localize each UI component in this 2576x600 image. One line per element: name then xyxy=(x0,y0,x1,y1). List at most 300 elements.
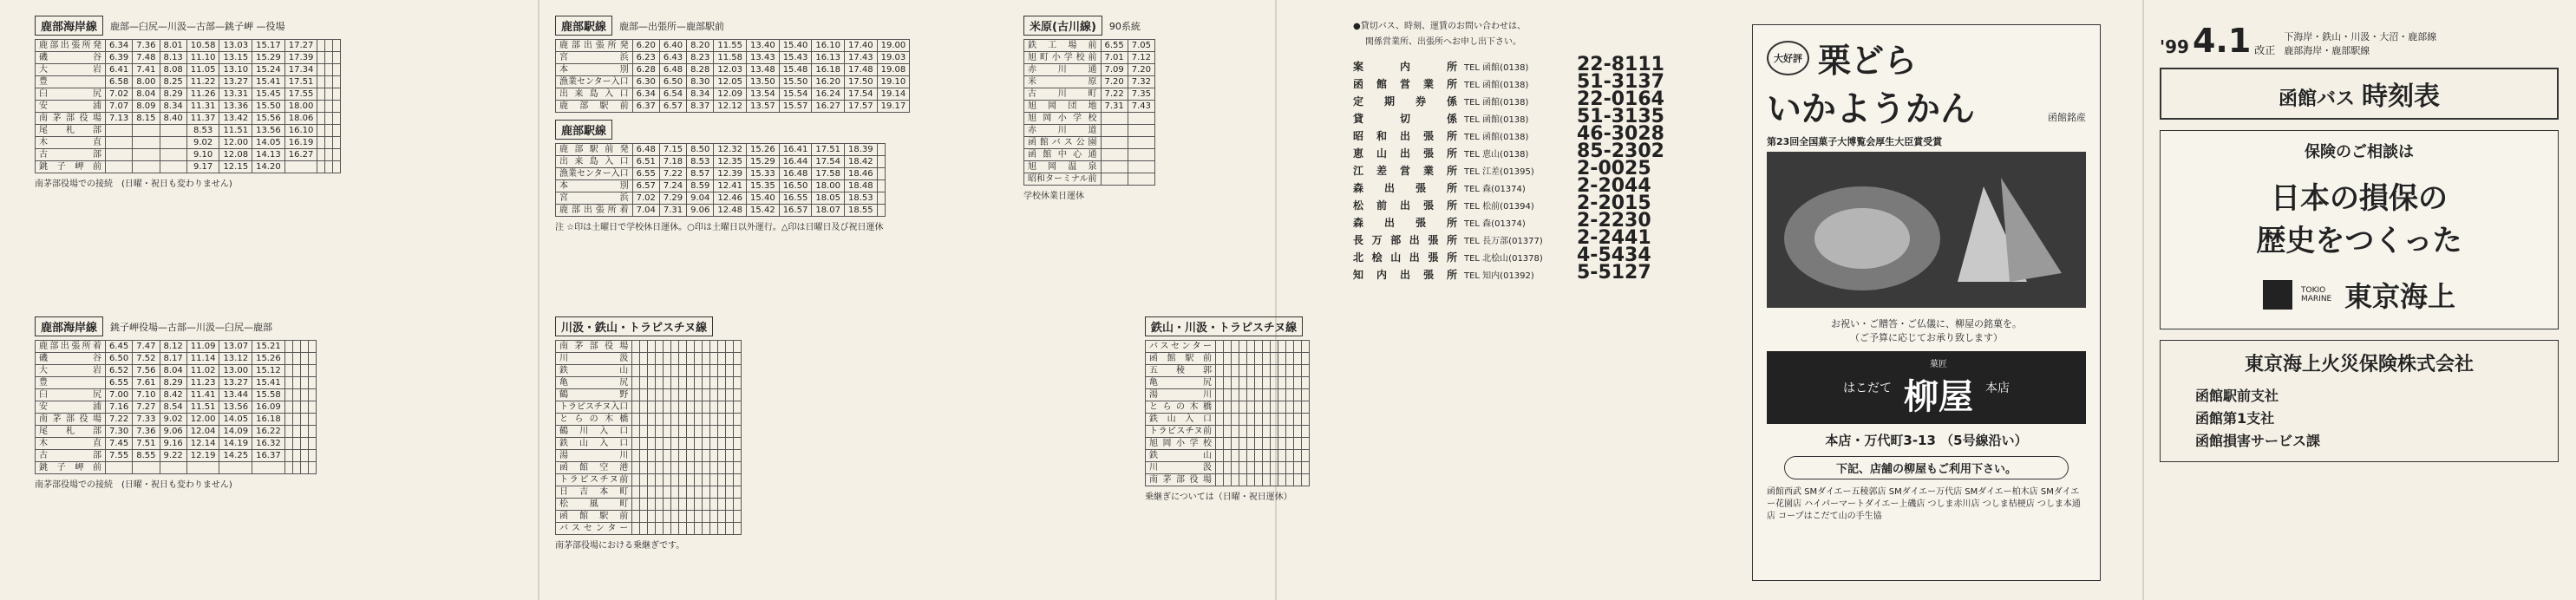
time-cell xyxy=(687,438,695,450)
time-cell xyxy=(734,523,742,535)
time-cell xyxy=(292,450,300,462)
phone-number: 2-2015 xyxy=(1577,192,1651,214)
panel-kabe-station xyxy=(555,16,1006,232)
route-title: 鹿部海岸線 xyxy=(35,316,103,336)
table-row xyxy=(36,377,317,389)
time-cell xyxy=(317,137,325,149)
time-cell: 17.58 xyxy=(812,168,845,180)
time-cell: 7.15 xyxy=(659,144,686,156)
time-cell xyxy=(325,88,333,101)
time-cell xyxy=(679,474,687,486)
time-cell: 7.33 xyxy=(133,414,160,426)
time-cell xyxy=(1101,149,1128,161)
time-cell xyxy=(718,426,726,438)
time-cell xyxy=(877,205,885,217)
time-cell: 11.41 xyxy=(186,389,219,401)
time-cell: 6.57 xyxy=(659,101,686,113)
time-cell xyxy=(1224,365,1232,377)
time-cell: 11.37 xyxy=(186,113,219,125)
time-cell: 12.32 xyxy=(714,144,747,156)
time-cell xyxy=(718,389,726,401)
time-cell xyxy=(317,40,325,52)
time-cell xyxy=(333,149,341,161)
time-cell xyxy=(640,474,648,486)
time-cell xyxy=(1239,377,1247,389)
time-cell: 15.33 xyxy=(747,168,780,180)
fold-line xyxy=(538,0,539,600)
time-cell xyxy=(695,486,703,499)
time-cell xyxy=(106,462,133,474)
time-cell: 16.20 xyxy=(812,76,845,88)
time-cell: 14.09 xyxy=(219,426,252,438)
time-cell xyxy=(734,486,742,499)
time-cell xyxy=(1101,137,1128,149)
time-cell xyxy=(648,474,656,486)
stop-name: 鹿部出張所着 xyxy=(36,341,106,353)
time-cell xyxy=(640,450,648,462)
brand2: いかようかん xyxy=(1767,88,1975,129)
time-cell xyxy=(1224,414,1232,426)
time-cell xyxy=(703,450,710,462)
time-cell xyxy=(317,149,325,161)
time-cell xyxy=(300,365,308,377)
time-cell: 17.34 xyxy=(284,64,317,76)
fold-line xyxy=(2142,0,2144,600)
stop-name: 大岩 xyxy=(36,365,106,377)
time-cell xyxy=(1247,462,1255,474)
route-title: 鹿部駅線 xyxy=(555,120,612,140)
time-cell xyxy=(679,462,687,474)
table-row xyxy=(1146,401,1310,414)
contact-header: 関係営業所、出張所へお申し出下さい。 xyxy=(1365,37,1521,47)
time-cell xyxy=(1294,341,1302,353)
time-cell: 13.57 xyxy=(747,101,780,113)
time-cell: 7.36 xyxy=(133,40,160,52)
time-cell xyxy=(632,511,640,523)
time-cell xyxy=(656,414,664,426)
time-cell xyxy=(317,113,325,125)
company: 函館バス xyxy=(2278,88,2355,110)
time-cell: 15.35 xyxy=(747,180,780,192)
time-cell: 11.51 xyxy=(219,125,252,137)
table-row xyxy=(556,205,886,217)
time-cell xyxy=(710,377,718,389)
cover xyxy=(2160,24,2559,462)
time-cell xyxy=(726,414,734,426)
table-row xyxy=(556,180,886,192)
branch-name: 函館駅前支社 xyxy=(2195,388,2279,404)
table-row xyxy=(1146,474,1310,486)
time-cell: 8.50 xyxy=(687,144,714,156)
contact-row xyxy=(1353,140,1717,162)
time-cell: 18.46 xyxy=(844,168,877,180)
time-cell xyxy=(687,499,695,511)
time-cell xyxy=(632,499,640,511)
time-cell xyxy=(656,499,664,511)
time-cell xyxy=(133,137,160,149)
panel-yonehara xyxy=(1023,16,1188,201)
time-cell xyxy=(292,401,300,414)
table-row xyxy=(556,365,742,377)
time-cell: 8.17 xyxy=(160,353,186,365)
contact-row xyxy=(1353,245,1717,266)
time-cell: 7.02 xyxy=(106,88,133,101)
time-cell xyxy=(308,389,316,401)
time-cell: 15.40 xyxy=(747,192,780,205)
stop-name: 日吉本町 xyxy=(556,486,632,499)
time-cell xyxy=(308,438,316,450)
time-cell: 7.31 xyxy=(1101,101,1128,113)
time-cell xyxy=(710,414,718,426)
time-cell: 17.54 xyxy=(844,88,877,101)
time-cell: 15.26 xyxy=(747,144,780,156)
time-cell xyxy=(726,365,734,377)
time-cell xyxy=(718,462,726,474)
time-cell xyxy=(718,365,726,377)
time-cell xyxy=(734,377,742,389)
time-cell xyxy=(664,389,671,401)
phone-number: 2-2230 xyxy=(1577,210,1651,232)
stop-name: 旭岡小学校 xyxy=(1146,438,1216,450)
time-cell xyxy=(664,341,671,353)
time-cell xyxy=(671,450,679,462)
time-cell xyxy=(300,341,308,353)
time-cell xyxy=(656,474,664,486)
time-cell xyxy=(703,353,710,365)
contact-row xyxy=(1353,106,1717,127)
time-cell xyxy=(664,499,671,511)
time-cell xyxy=(1263,474,1271,486)
time-cell xyxy=(679,365,687,377)
contact-row xyxy=(1353,210,1717,232)
time-cell xyxy=(1278,365,1286,377)
stop-name: トラピスチヌ前 xyxy=(556,474,632,486)
time-cell xyxy=(1255,389,1263,401)
stores-list: 函館西武 SMダイエー五稜郭店 SMダイエー万代店 SMダイエー柏木店 SMダイエー花園店 ハイパーマートダイエー上磯店 つしま赤川店 つしま桔梗店 つしま本通店 コープはこだて山の手生協 xyxy=(1767,487,2081,521)
time-cell xyxy=(133,161,160,173)
time-cell: 15.43 xyxy=(779,52,812,64)
time-cell xyxy=(325,149,333,161)
time-cell xyxy=(1286,341,1294,353)
time-cell xyxy=(1216,450,1224,462)
time-cell: 11.58 xyxy=(714,52,747,64)
time-cell: 8.13 xyxy=(160,52,186,64)
time-cell xyxy=(1271,389,1278,401)
insurer-box xyxy=(2160,340,2559,462)
time-cell: 7.09 xyxy=(1101,64,1128,76)
stop-name: 川汲 xyxy=(1146,462,1216,474)
time-cell: 16.09 xyxy=(252,401,285,414)
time-cell: 8.04 xyxy=(133,88,160,101)
time-cell xyxy=(1294,353,1302,365)
time-cell xyxy=(160,462,186,474)
time-cell xyxy=(726,523,734,535)
time-cell xyxy=(648,377,656,389)
time-cell xyxy=(632,450,640,462)
time-cell xyxy=(1255,474,1263,486)
time-cell xyxy=(640,414,648,426)
time-cell xyxy=(703,486,710,499)
time-cell: 19.03 xyxy=(877,52,910,64)
table-row xyxy=(36,426,317,438)
table-row xyxy=(556,353,742,365)
time-cell xyxy=(106,125,133,137)
stop-name: 尾札部 xyxy=(36,125,106,137)
table-row xyxy=(1024,101,1155,113)
time-cell: 11.02 xyxy=(186,365,219,377)
time-cell xyxy=(1302,474,1310,486)
time-cell xyxy=(333,64,341,76)
time-cell xyxy=(1294,438,1302,450)
time-cell xyxy=(1232,474,1239,486)
time-cell: 6.40 xyxy=(659,40,686,52)
time-cell xyxy=(726,389,734,401)
time-cell: 11.31 xyxy=(186,101,219,113)
route-title: 鹿部駅線 xyxy=(555,16,612,36)
time-cell xyxy=(671,426,679,438)
time-cell xyxy=(1232,450,1239,462)
tel-label: TEL 函館(0138) xyxy=(1464,81,1529,90)
time-cell xyxy=(1232,426,1239,438)
time-cell xyxy=(718,414,726,426)
doc-title: 時刻表 xyxy=(2362,82,2440,112)
time-cell xyxy=(656,426,664,438)
stop-name: トラピスチヌ入口 xyxy=(556,401,632,414)
note: 南茅部役場における乗継ぎです。 xyxy=(555,541,685,551)
time-cell xyxy=(664,474,671,486)
time-cell xyxy=(325,113,333,125)
time-cell xyxy=(734,499,742,511)
time-cell xyxy=(1271,377,1278,389)
stop-name: 亀尻 xyxy=(556,377,632,389)
stop-name: 尾札部 xyxy=(36,426,106,438)
time-cell xyxy=(632,462,640,474)
stop-name: 松風町 xyxy=(556,499,632,511)
time-cell xyxy=(325,125,333,137)
time-cell: 7.24 xyxy=(659,180,686,192)
stop-name: 安浦 xyxy=(36,401,106,414)
time-cell xyxy=(648,438,656,450)
time-cell xyxy=(1224,474,1232,486)
time-cell: 7.36 xyxy=(133,426,160,438)
time-cell xyxy=(664,462,671,474)
time-cell xyxy=(292,426,300,438)
table-row xyxy=(36,76,341,88)
contact-row xyxy=(1353,71,1717,93)
slogan2: 歴史をつくった xyxy=(2256,224,2462,258)
time-cell: 11.14 xyxy=(186,353,219,365)
stop-name: 豊 xyxy=(36,76,106,88)
time-cell: 13.56 xyxy=(219,401,252,414)
time-cell xyxy=(1247,353,1255,365)
time-cell xyxy=(632,401,640,414)
office-name: 知内出張所 xyxy=(1353,269,1457,281)
time-cell xyxy=(1278,377,1286,389)
slogan1: 日本の損保の xyxy=(2271,181,2448,216)
time-cell xyxy=(734,474,742,486)
time-cell xyxy=(656,523,664,535)
time-cell xyxy=(695,414,703,426)
time-cell xyxy=(664,450,671,462)
time-cell xyxy=(656,450,664,462)
time-cell: 12.03 xyxy=(714,64,747,76)
time-cell xyxy=(1239,341,1247,353)
table-row xyxy=(36,341,317,353)
time-cell xyxy=(703,462,710,474)
route-title: 米原(古川線) xyxy=(1023,16,1102,36)
table-row xyxy=(556,486,742,499)
time-cell: 8.00 xyxy=(133,76,160,88)
time-cell xyxy=(710,365,718,377)
time-cell xyxy=(1302,365,1310,377)
time-cell: 7.13 xyxy=(106,113,133,125)
timetable xyxy=(35,340,317,474)
time-cell xyxy=(186,462,219,474)
time-cell xyxy=(640,353,648,365)
time-cell xyxy=(734,365,742,377)
table-row xyxy=(556,144,886,156)
time-cell xyxy=(1286,414,1294,426)
time-cell xyxy=(1271,353,1278,365)
time-cell xyxy=(695,511,703,523)
stop-name: 宮浜 xyxy=(556,52,633,64)
time-cell: 13.54 xyxy=(747,88,780,101)
time-cell xyxy=(1294,389,1302,401)
time-cell xyxy=(687,426,695,438)
time-cell xyxy=(640,462,648,474)
time-cell: 13.27 xyxy=(219,76,252,88)
time-cell: 13.15 xyxy=(219,52,252,64)
time-cell: 16.18 xyxy=(252,414,285,426)
time-cell xyxy=(695,462,703,474)
tel-label: TEL 函館(0138) xyxy=(1464,133,1529,142)
time-cell xyxy=(648,426,656,438)
time-cell: 9.16 xyxy=(160,438,186,450)
table-row xyxy=(556,168,886,180)
tel-label: TEL 松前(01394) xyxy=(1464,202,1534,212)
phone-number: 51-3135 xyxy=(1577,106,1664,127)
time-cell: 12.04 xyxy=(186,426,219,438)
time-cell xyxy=(640,511,648,523)
tagline: お祝い・ご贈答・ご仏儀に、柳屋の銘菓を。 xyxy=(1831,318,2022,329)
time-cell xyxy=(1224,377,1232,389)
time-cell xyxy=(664,414,671,426)
time-cell xyxy=(1294,414,1302,426)
stop-name: 大岩 xyxy=(36,64,106,76)
table-row xyxy=(556,88,910,101)
time-cell xyxy=(664,377,671,389)
time-cell xyxy=(671,511,679,523)
time-cell: 13.56 xyxy=(252,125,285,137)
stop-name: 南茅部役場 xyxy=(36,414,106,426)
time-cell: 14.05 xyxy=(219,414,252,426)
time-cell xyxy=(687,511,695,523)
time-cell xyxy=(333,125,341,137)
time-cell xyxy=(252,462,285,474)
time-cell xyxy=(1232,401,1239,414)
time-cell xyxy=(1278,462,1286,474)
stop-name: 漁業センター入口 xyxy=(556,76,633,88)
stop-name: 南茅部役場 xyxy=(36,113,106,125)
time-cell: 16.37 xyxy=(252,450,285,462)
contact-row xyxy=(1353,88,1717,110)
time-cell xyxy=(687,341,695,353)
time-cell xyxy=(726,438,734,450)
table-row xyxy=(1024,64,1155,76)
time-cell xyxy=(1247,438,1255,450)
stop-name: 函館中心通 xyxy=(1024,149,1102,161)
time-cell xyxy=(726,353,734,365)
time-cell xyxy=(1271,401,1278,414)
table-row xyxy=(1024,137,1155,149)
time-cell: 7.16 xyxy=(106,401,133,414)
time-cell xyxy=(664,486,671,499)
time-cell: 7.12 xyxy=(1128,52,1154,64)
time-cell xyxy=(726,474,734,486)
office-name: 松前出張所 xyxy=(1353,199,1457,212)
time-cell xyxy=(1302,377,1310,389)
time-cell: 11.05 xyxy=(186,64,219,76)
time-cell: 7.35 xyxy=(1128,88,1154,101)
time-cell xyxy=(632,426,640,438)
table-row xyxy=(36,450,317,462)
time-cell: 16.50 xyxy=(779,180,812,192)
stop-name: 安浦 xyxy=(36,101,106,113)
stop-name: 鶴川入口 xyxy=(556,426,632,438)
time-cell: 6.48 xyxy=(632,144,659,156)
year: '99 xyxy=(2160,36,2189,57)
table-row xyxy=(1146,389,1310,401)
time-cell xyxy=(718,353,726,365)
time-cell xyxy=(687,414,695,426)
time-cell xyxy=(695,389,703,401)
time-cell xyxy=(1271,414,1278,426)
shop-banner xyxy=(1767,351,2086,424)
route-title: 川汲・鉄山・トラピスチヌ線 xyxy=(555,316,713,336)
time-cell xyxy=(1232,438,1239,450)
time-cell xyxy=(679,401,687,414)
routes2: 鹿部海岸・鹿部駅線 xyxy=(2284,45,2370,56)
phone-number: 51-3137 xyxy=(1577,71,1664,93)
time-cell xyxy=(718,511,726,523)
time-cell xyxy=(726,341,734,353)
time-cell: 13.31 xyxy=(219,88,252,101)
time-cell: 8.20 xyxy=(687,40,714,52)
time-cell xyxy=(106,137,133,149)
time-cell xyxy=(656,511,664,523)
time-cell: 8.30 xyxy=(687,76,714,88)
time-cell xyxy=(710,462,718,474)
stop-name: 鹿部駅前発 xyxy=(556,144,633,156)
stop-name: バスセンター xyxy=(556,523,632,535)
time-cell xyxy=(656,365,664,377)
table-row xyxy=(1024,113,1155,125)
contact-row xyxy=(1353,54,1717,75)
time-cell xyxy=(687,523,695,535)
time-cell xyxy=(664,401,671,414)
time-cell: 13.00 xyxy=(219,365,252,377)
table-row xyxy=(556,474,742,486)
office-name: 案内所 xyxy=(1353,61,1457,73)
table-row xyxy=(36,161,341,173)
time-cell xyxy=(325,76,333,88)
route-subtitle: 銚子岬役場—古部—川汲—臼尻—鹿部 xyxy=(110,321,273,333)
time-cell: 7.01 xyxy=(1101,52,1128,64)
time-cell xyxy=(133,462,160,474)
time-cell: 12.00 xyxy=(219,137,252,149)
time-cell xyxy=(317,76,325,88)
time-cell xyxy=(1263,341,1271,353)
